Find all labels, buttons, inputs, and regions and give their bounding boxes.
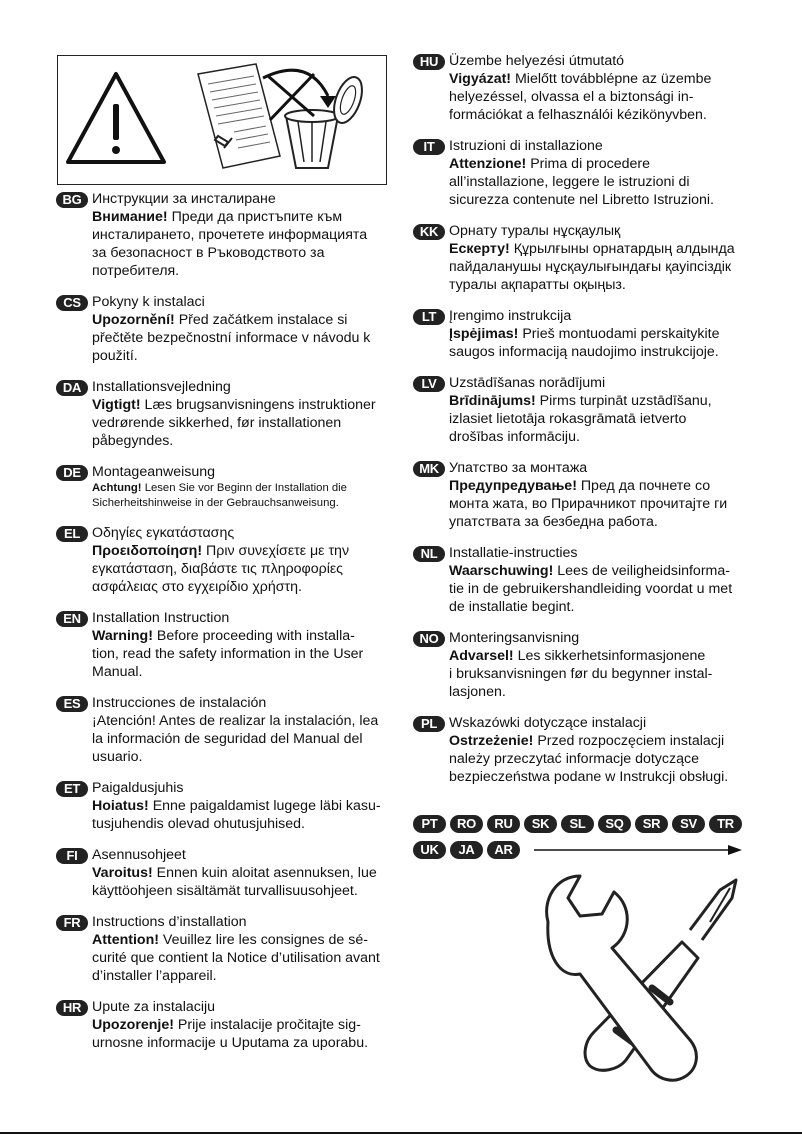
lang-badge-sq: SQ [598,815,631,833]
lang-body [449,155,758,209]
lang-body [92,864,401,900]
lang-badge-sk: SK [524,815,557,833]
warning-label: Waarschuwing! [449,563,554,579]
lang-block-bg [56,190,401,280]
warning-label: Attention! [92,932,159,948]
lang-body [92,208,401,280]
lang-title: Upute za instalaciju [92,999,216,1015]
lang-badge-lt: LT [413,309,445,325]
warning-label: Ескерту! [449,241,510,257]
body-line: Veuillez lire les consignes de sé- [158,932,368,948]
body-line: Prieš montuodami perskaitykite [518,326,720,342]
lang-block-it [413,137,758,209]
body-line: přečtěte bezpečnostní informace v návodu k [92,330,371,346]
body-line: Пред да почнете со [576,478,711,494]
lang-body [92,931,401,985]
warning-label: Vigyázat! [449,71,512,87]
body-line: Πριν συνεχίσετε με την [202,543,350,559]
body-line: Prima di procedere [526,156,651,172]
lang-badge-it: IT [413,139,445,155]
lang-block-nl [413,544,758,616]
warning-label: Ostrzeżenie! [449,733,534,749]
warning-label: Varoitus! [92,865,153,881]
lang-body [449,562,758,616]
body-line: lasjonen. [449,684,506,700]
lang-badge-en: EN [56,611,88,627]
body-line: helyezéssel, olvassa el a biztonsági in- [449,89,694,105]
body-line: curité que contient la Notice d’utilisation avant [92,950,380,966]
lang-title: Istruzioni di installazione [449,138,603,154]
lang-title: Installatie-instructies [449,545,578,561]
lang-body [92,396,401,450]
lang-body [92,1016,401,1052]
lang-badge-fi: FI [56,848,88,864]
body-line: инсталирането, прочетете информацията [92,227,368,243]
body-line: Lees de veiligheidsinforma- [553,563,730,579]
lang-badge-es: ES [56,696,88,712]
lang-body [92,481,401,511]
safety-pictogram-box [57,55,387,185]
warning-label: Предупредување! [449,478,577,494]
warning-label: Attenzione! [449,156,527,172]
lang-body [449,647,758,701]
body-line: Before proceeding with installa- [152,628,355,644]
body-line: käyttöohjeen sisältämät turvallisuusohjeet. [92,883,358,899]
lang-block-lv [413,374,758,446]
lang-block-es [56,694,401,766]
body-line: Lesen Sie vor Beginn der Installation die [141,482,347,494]
body-line: Mielőtt továbblépne az üzembe [511,71,712,87]
lang-badge-de: DE [56,465,88,481]
lang-block-en [56,609,401,681]
lang-block-de [56,463,401,511]
lang-body [449,240,758,294]
lang-badge-bg: BG [56,192,88,208]
lang-body [92,311,401,365]
lang-title: Üzembe helyezési útmutató [449,53,625,69]
lang-title: Инструкции за инсталиране [92,191,276,207]
body-line: urnosne informacije u Uputama za uporabu. [92,1035,369,1051]
lang-block-lt [413,307,758,361]
lang-badge-nl: NL [413,546,445,562]
other-languages-section [413,815,753,867]
lang-badge-ja: JA [450,841,483,859]
body-line: należy przeczytać informacje dotyczące [449,751,699,767]
lang-block-da [56,378,401,450]
body-line: монта жата, во Прирачникот прочитајте ги [449,496,728,512]
lang-body [92,542,401,596]
left-language-column [56,190,401,1065]
lang-block-fr [56,913,401,985]
body-line: пайдаланушы нұсқаулығындағы қауіпсіздік [449,259,732,275]
lang-body [449,392,758,446]
lang-badge-cs: CS [56,295,88,311]
lang-badge-no: NO [413,631,445,647]
lang-block-no [413,629,758,701]
lang-title: Monteringsanvisning [449,630,580,646]
warning-label: Achtung! [92,482,142,494]
body-line: Преди да пристъпите към [167,209,343,225]
body-line: de installatie begint. [449,599,575,615]
lang-badge-sr: SR [635,815,668,833]
warning-label: Brīdinājums! [449,393,536,409]
body-line: usuario. [92,749,143,765]
body-line: туралы ақпаратты оқыңыз. [449,277,626,293]
lang-block-et [56,779,401,833]
body-line: i bruksanvisningen før du begynner instal- [449,666,713,682]
body-line: Prije instalacije pročitajte sig- [173,1017,361,1033]
lang-badge-kk: KK [413,224,445,240]
lang-block-cs [56,293,401,365]
body-line: Enne paigaldamist lugege läbi kasu- [148,798,381,814]
lang-title: Uzstādīšanas norādījumi [449,375,606,391]
lang-badge-pt: PT [413,815,446,833]
body-line: izlasiet lietotāja rokasgrāmatā ietverto [449,411,687,427]
lang-body [449,325,758,361]
body-line: drošības informāciju. [449,429,580,445]
lang-body [449,732,758,786]
body-line: ασφάλειας στο εγχειρίδιο χρήστη. [92,579,302,595]
lang-badge-hu: HU [413,54,445,70]
warning-label: Προειδοποίηση! [92,543,203,559]
lang-title: Орнату туралы нұсқаулық [449,223,621,239]
lang-block-hr [56,998,401,1052]
lang-badge-mk: MK [413,461,445,477]
lang-title: Упатство за монтажа [449,460,588,476]
lang-block-hu [413,52,758,124]
language-badge-row [413,841,753,859]
body-line: потребителя. [92,263,180,279]
lang-block-fi [56,846,401,900]
lang-title: Paigaldusjuhis [92,780,184,796]
manual-in-trash-icon [198,64,367,168]
body-line: Manual. [92,664,143,680]
body-line: упатствата за безбедна работа. [449,514,658,530]
lang-title: Οδηγίες εγκατάστασης [92,525,235,541]
warning-label: Upozorenje! [92,1017,174,1033]
body-line: tusjuhendis olevad ohutusjuhised. [92,816,305,832]
body-line: saugos informaciją naudojimo instrukcijoje. [449,344,719,360]
warning-triangle-icon [68,74,164,162]
lang-body [92,797,401,833]
lang-block-el [56,524,401,596]
lang-title: Installationsvejledning [92,379,231,395]
body-line: Sicherheitshinweise in der Gebrauchsanweisung. [92,497,339,509]
lang-title: Wskazówki dotyczące instalacji [449,715,647,731]
body-line: Ennen kuin aloitat asennuksen, lue [152,865,377,881]
warning-label: Įspėjimas! [449,326,519,342]
body-line: tion, read the safety information in the User [92,646,364,662]
lang-title: Pokyny k instalaci [92,294,205,310]
warning-label: Upozornění! [92,312,175,328]
body-line: Læs brugsanvisningens instruktioner [140,397,376,413]
warning-label: Advarsel! [449,648,514,664]
body-line: bezpieczeństwa podane w Instrukcji obsługi. [449,769,729,785]
warning-label: Vigtigt! [92,397,141,413]
body-line: d’installer l’appareil. [92,968,217,984]
lang-badge-pl: PL [413,716,445,732]
body-line: за безопасност в Ръководството за [92,245,325,261]
lang-title: Montageanweisung [92,464,216,480]
lang-title: Instructions d’installation [92,914,247,930]
lang-badge-et: ET [56,781,88,797]
body-line: εγκατάσταση, διαβάστε τις πληροφορίες [92,561,344,577]
body-line: la información de seguridad del Manual del [92,731,363,747]
body-line: Құрылғыны орнатардың алдында [509,241,735,257]
lang-body [449,477,758,531]
lang-badge-ro: RO [450,815,483,833]
lang-block-pl [413,714,758,786]
lang-title: Asennusohjeet [92,847,186,863]
lang-badge-sl: SL [561,815,594,833]
lang-block-mk [413,459,758,531]
lang-body [92,712,401,766]
body-line: ¡Atención! Antes de realizar la instalación, lea [92,713,379,729]
lang-title: Instrucciones de instalación [92,695,267,711]
body-line: all’installazione, leggere le istruzioni di [449,174,690,190]
language-badge-row [413,815,753,833]
lang-title: Installation Instruction [92,610,230,626]
lang-badge-lv: LV [413,376,445,392]
body-line: použití. [92,348,138,364]
lang-badge-ar: AR [487,841,520,859]
body-line: Pirms turpināt uzstādīšanu, [535,393,712,409]
body-line: Przed rozpoczęciem instalacji [533,733,725,749]
warning-label: Внимание! [92,209,168,225]
lang-badge-hr: HR [56,1000,88,1016]
body-line: påbegyndes. [92,433,174,449]
page-bottom-border [0,1132,802,1134]
body-line: Les sikkerhetsinformasjonene [513,648,706,664]
arrow-right-icon [534,843,744,857]
body-line: formációkat a felhasználói kézikönyvben. [449,107,707,123]
lang-body [92,627,401,681]
right-language-column [413,52,758,799]
lang-badge-uk: UK [413,841,446,859]
lang-body [449,70,758,124]
lang-badge-da: DA [56,380,88,396]
lang-block-kk [413,222,758,294]
body-line: sicurezza contenute nel Libretto Istruzioni. [449,192,714,208]
lang-badge-fr: FR [56,915,88,931]
lang-badge-sv: SV [672,815,705,833]
body-line: Před začátkem instalace si [174,312,348,328]
lang-badge-el: EL [56,526,88,542]
lang-title: Įrengimo instrukcija [449,308,572,324]
body-line: tie in de gebruikershandleiding voordat u met [449,581,733,597]
lang-badge-tr: TR [709,815,742,833]
warning-label: Warning! [92,628,153,644]
wrench-screwdriver-icon [540,870,760,1100]
body-line: vedrørende sikkerhed, før installationen [92,415,342,431]
warning-label: Hoiatus! [92,798,149,814]
lang-badge-ru: RU [487,815,520,833]
